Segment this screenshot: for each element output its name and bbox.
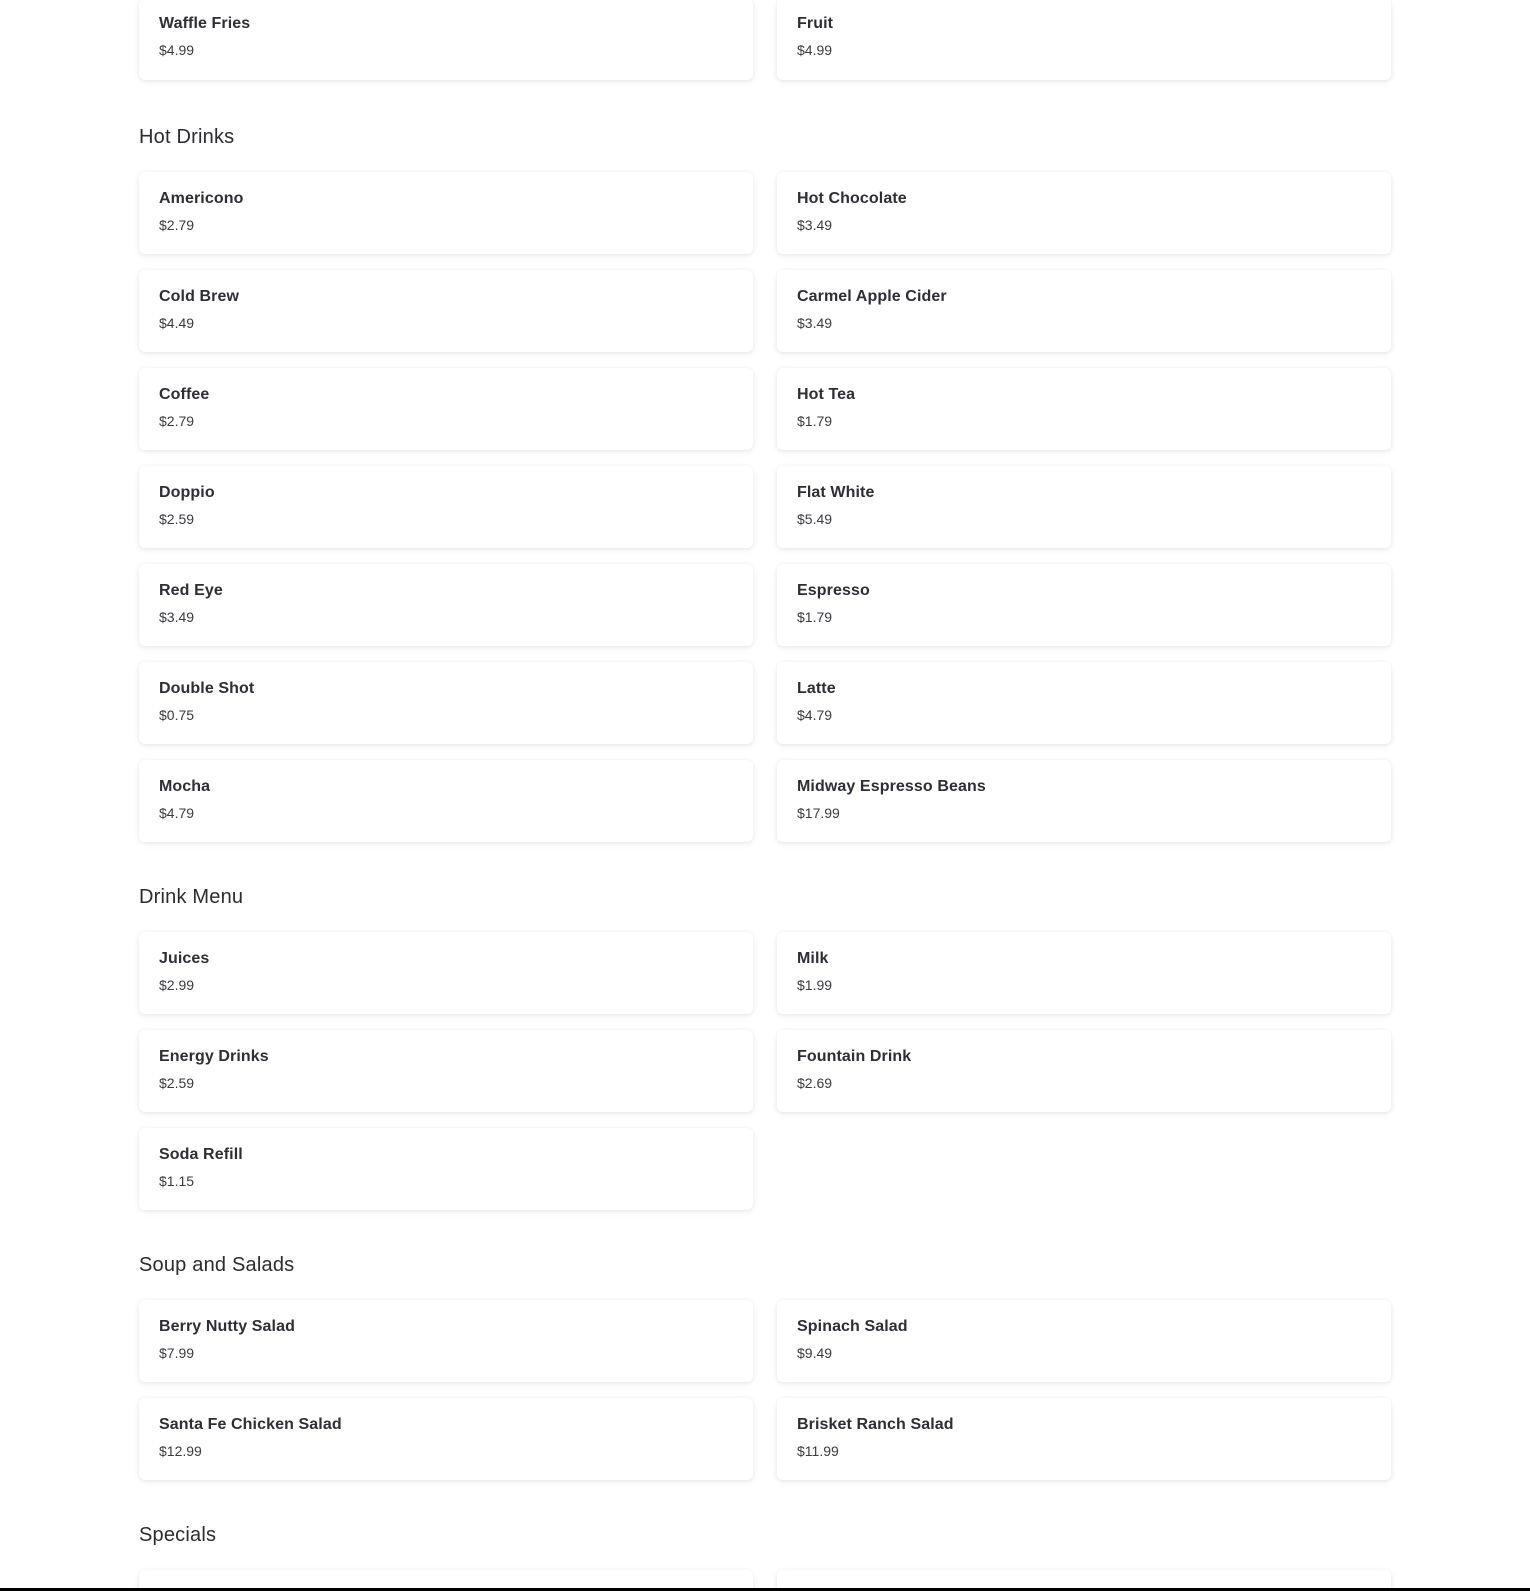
menu-item-name: Juices: [159, 950, 210, 967]
section-title-specials: Specials: [139, 1524, 217, 1546]
menu-row: [139, 1030, 1391, 1112]
menu-item-name: Milk: [797, 950, 829, 967]
menu-item-card[interactable]: [777, 760, 1391, 842]
menu-item-card[interactable]: [139, 1398, 753, 1480]
menu-row: [139, 270, 1391, 352]
menu-item-price: $7.99: [159, 1345, 195, 1361]
menu-item-name: Energy Drinks: [159, 1048, 269, 1065]
menu-item-card[interactable]: [139, 466, 753, 548]
menu-item-card[interactable]: [139, 1030, 753, 1112]
menu-item-price: $2.69: [797, 1075, 833, 1091]
menu-item-name: Brisket Ranch Salad: [797, 1416, 954, 1433]
menu-row: [139, 1300, 1391, 1382]
menu-item-name: Fountain Drink: [797, 1048, 912, 1065]
section-title-drink-menu: Drink Menu: [139, 886, 244, 908]
menu-item-price: $2.59: [159, 1075, 195, 1091]
menu-item-price: $3.49: [797, 217, 833, 233]
menu-item-price: $2.79: [159, 413, 195, 429]
menu-row: [139, 466, 1391, 548]
section-title-soup-and-salads: Soup and Salads: [139, 1254, 295, 1276]
menu-item-price: $1.99: [797, 977, 833, 993]
menu-item-name: Carmel Apple Cider: [797, 288, 947, 305]
menu-item-name: Doppio: [159, 484, 215, 501]
menu-item-card[interactable]: [139, 662, 753, 744]
menu-item-price: $3.49: [797, 315, 833, 331]
menu-item-price: $5.49: [797, 511, 833, 527]
menu-item-price: $1.79: [797, 413, 833, 429]
menu-item-name: Red Eye: [159, 582, 223, 599]
menu-row: [139, 564, 1391, 646]
menu-item-name: Coffee: [159, 386, 210, 403]
menu-row: [139, 1570, 1391, 1588]
menu-item-card[interactable]: [777, 270, 1391, 352]
menu-item-card[interactable]: [139, 932, 753, 1014]
menu-item-card[interactable]: [777, 172, 1391, 254]
menu-item-name: Espresso: [797, 582, 870, 599]
menu-item-name: Soda Refill: [159, 1146, 243, 1163]
menu-item-card[interactable]: [139, 760, 753, 842]
menu-item-price: $4.99: [797, 42, 833, 58]
menu-item-name: Hot Chocolate: [797, 190, 907, 207]
menu-item-price: $2.59: [159, 511, 195, 527]
menu-item-card[interactable]: [139, 564, 753, 646]
menu-item-price: $4.79: [159, 805, 195, 821]
menu-item-price: $1.15: [159, 1173, 195, 1189]
menu-item-price: $2.79: [159, 217, 195, 233]
menu-item-name: Santa Fe Chicken Salad: [159, 1416, 342, 1433]
menu-row: [139, 662, 1391, 744]
menu-item-name: Berry Nutty Salad: [159, 1318, 295, 1335]
menu-item-price: $17.99: [797, 805, 840, 821]
menu-item-card[interactable]: [777, 368, 1391, 450]
menu-item-name: Double Shot: [159, 680, 255, 697]
menu-row: [139, 172, 1391, 254]
menu-item-price: $4.79: [797, 707, 833, 723]
menu-item-card[interactable]: [139, 1128, 753, 1210]
menu-row: [139, 0, 1391, 82]
menu-item-card[interactable]: [777, 1398, 1391, 1480]
menu-row: [139, 932, 1391, 1014]
menu-item-price: $12.99: [159, 1443, 202, 1459]
menu-item-name: Fruit: [797, 15, 834, 32]
menu-row: [139, 1128, 1391, 1210]
menu-item-name: Midway Espresso Beans: [797, 778, 986, 795]
menu-item-name: Mocha: [159, 778, 211, 795]
menu-item-card[interactable]: [777, 564, 1391, 646]
menu-item-card[interactable]: [777, 932, 1391, 1014]
menu-item-card[interactable]: [139, 1300, 753, 1382]
menu-item-name: Flat White: [797, 484, 875, 501]
menu-row: [139, 1398, 1391, 1480]
section-title-hot-drinks: Hot Drinks: [139, 126, 235, 148]
menu-item-card[interactable]: [777, 0, 1391, 80]
menu-item-price: $1.79: [797, 609, 833, 625]
menu-item-card[interactable]: [777, 1030, 1391, 1112]
menu-item-card[interactable]: [777, 466, 1391, 548]
menu-item-card[interactable]: [139, 0, 753, 80]
menu-item-name: Latte: [797, 680, 836, 697]
menu-item-price: $3.49: [159, 609, 195, 625]
menu-item-price: $2.99: [159, 977, 195, 993]
menu-item-name: Waffle Fries: [159, 15, 251, 32]
menu-item-price: $4.99: [159, 42, 195, 58]
menu-item-name: Hot Tea: [797, 386, 856, 403]
menu-item-card[interactable]: [777, 662, 1391, 744]
menu-item-card[interactable]: [777, 1570, 1391, 1588]
menu-item-card[interactable]: [139, 1570, 753, 1588]
menu-item-card[interactable]: [139, 270, 753, 352]
menu-item-price: $4.49: [159, 315, 195, 331]
menu-row: [139, 760, 1391, 842]
menu-item-price: $0.75: [159, 707, 195, 723]
menu-item-card[interactable]: [139, 368, 753, 450]
menu-item-name: Spinach Salad: [797, 1318, 908, 1335]
menu-item-price: $11.99: [797, 1443, 839, 1459]
menu-item-name: Cold Brew: [159, 288, 240, 305]
menu-row: [139, 368, 1391, 450]
menu-item-name: Americono: [159, 190, 244, 207]
menu-item-card[interactable]: [777, 1300, 1391, 1382]
menu-item-price: $9.49: [797, 1345, 833, 1361]
menu-item-card[interactable]: [139, 172, 753, 254]
